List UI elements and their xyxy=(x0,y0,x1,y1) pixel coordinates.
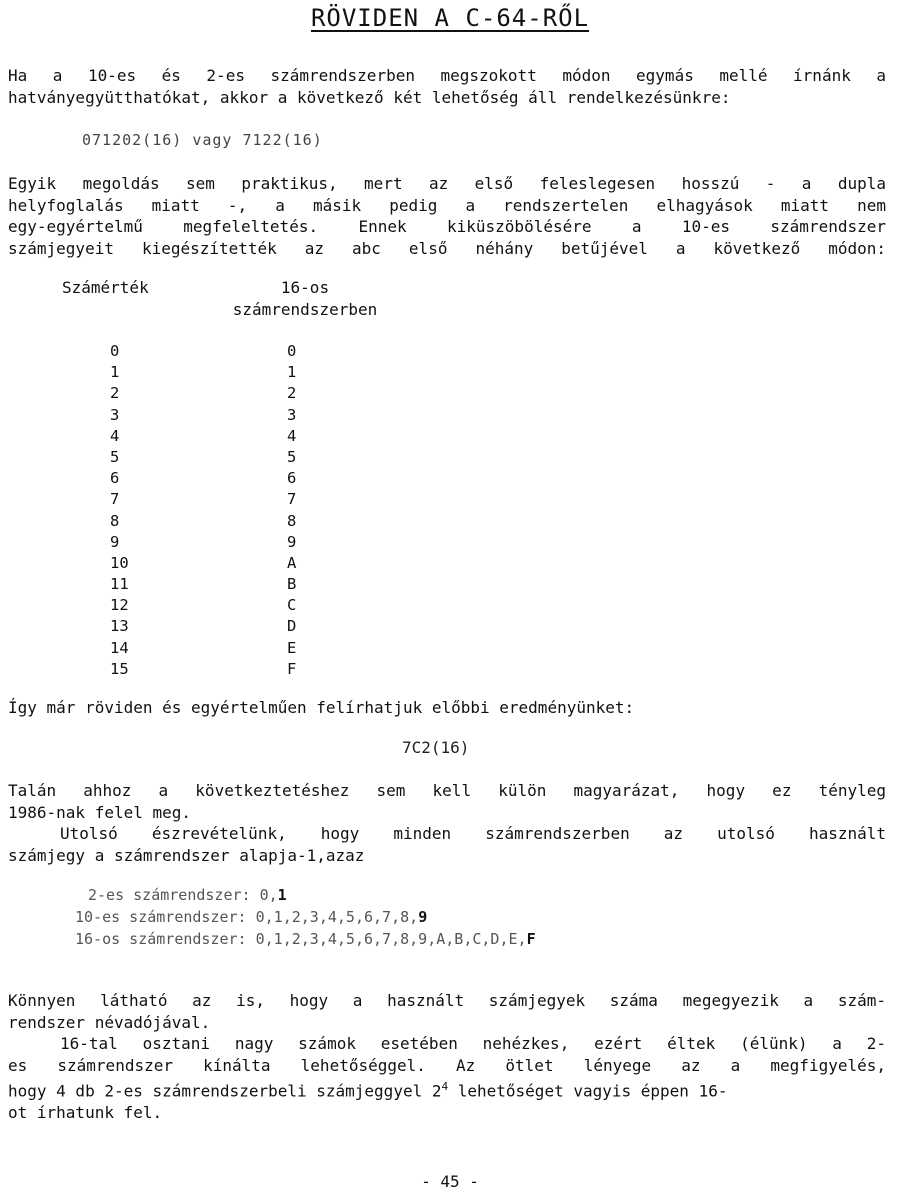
para5-line-4: es számrendszer kínálta lehetőséggel. Az ötlet lényege az a megfigyelés, xyxy=(8,1055,886,1075)
para2-line-2: helyfoglalás miatt -, a másik pedig a rendszertelen elhagyások miatt nem xyxy=(8,195,886,215)
exponent-4: 4 xyxy=(441,1080,449,1093)
hex-result: 7C2(16) xyxy=(402,738,470,757)
decimal-value-cell: 12 xyxy=(110,596,129,615)
para5-line-5a: hogy 4 db 2-es számrendszerbeli számjeggyel 2 xyxy=(8,1081,442,1101)
decimal-value-cell: 0 xyxy=(110,342,120,360)
para5-line-2: rendszer névadójával. xyxy=(8,1012,211,1032)
digits-row-base2-label: 2-es számrendszer: xyxy=(88,886,251,904)
hex-value-cell: 4 xyxy=(287,426,297,445)
hex-notation-options: 071202(16) vagy 7122(16) xyxy=(82,131,323,149)
decimal-value-cell: 14 xyxy=(110,638,129,657)
page-title: RÖVIDEN A C-64-RŐL xyxy=(310,4,590,32)
decimal-value-cell: 1 xyxy=(110,363,120,382)
hex-value-cell: 3 xyxy=(287,405,297,424)
para2-line-4: számjegyeit kiegészítették az abc első néhány betűjével a következő módon: xyxy=(8,238,886,258)
intro-line-2: hatványegyütthatókat, akkor a következő két lehetőség áll rendelkezésünkre: xyxy=(8,87,731,107)
decimal-value-cell: 4 xyxy=(110,426,120,445)
fourth-paragraph xyxy=(8,780,886,866)
hex-value-cell: 8 xyxy=(287,511,297,530)
digits-row-base2 xyxy=(88,885,287,906)
hex-value-cell: 2 xyxy=(287,384,297,403)
digits-row-base16 xyxy=(75,929,536,950)
hex-value-cell: D xyxy=(287,617,297,636)
fifth-paragraph xyxy=(8,990,886,1123)
table-header-value: Számérték xyxy=(62,278,149,297)
decimal-value-cell: 3 xyxy=(110,405,120,424)
hex-value-cell: 5 xyxy=(287,447,297,466)
decimal-value-cell: 13 xyxy=(110,617,129,636)
hex-value-cell: 1 xyxy=(287,363,297,382)
intro-line-1: Ha a 10-es és 2-es számrendszerben megszokott módon egymás mellé írnánk a xyxy=(8,66,886,85)
decimal-value-cell: 15 xyxy=(110,659,129,678)
hex-value-cell: F xyxy=(287,659,297,678)
para5-line-5b: lehetőséget vagyis éppen 16- xyxy=(448,1081,728,1101)
decimal-values-column xyxy=(110,341,129,680)
decimal-value-cell: 2 xyxy=(110,384,120,403)
digits-row-base10-values: 0,1,2,3,4,5,6,7,8, xyxy=(255,908,419,926)
hex-value-cell: 0 xyxy=(287,342,297,360)
hex-value-cell: B xyxy=(287,575,297,594)
para5-line-6: ot írhatunk fel. xyxy=(8,1102,163,1122)
decimal-value-cell: 6 xyxy=(110,469,120,488)
decimal-value-cell: 8 xyxy=(110,511,120,530)
digits-row-base2-last: 1 xyxy=(277,886,287,904)
hex-value-cell: 6 xyxy=(287,469,297,488)
third-paragraph xyxy=(8,697,886,719)
digits-row-base10-last: 9 xyxy=(418,908,428,926)
decimal-value-cell: 9 xyxy=(110,532,120,551)
digits-row-base2-values: 0, xyxy=(259,886,278,904)
table-header-hex-line-2: számrendszerben xyxy=(232,300,378,319)
decimal-value-cell: 10 xyxy=(110,553,129,572)
para5-line-1: Könnyen látható az is, hogy a használt számjegyek száma megegyezik a szám- xyxy=(8,991,886,1010)
hex-value-cell: 9 xyxy=(287,532,297,551)
decimal-value-cell: 7 xyxy=(110,490,120,509)
para5-line-5 xyxy=(8,1076,886,1102)
para4-line-1: Talán ahhoz a következtetéshez sem kell külön magyarázat, hogy ez tényleg xyxy=(8,781,886,800)
digits-row-base16-label: 16-os számrendszer: xyxy=(75,930,247,948)
para4-line-2: 1986-nak felel meg. xyxy=(8,802,192,822)
para5-line-3: 16-tal osztani nagy számok esetében nehézkes, ezért éltek (élünk) a 2- xyxy=(60,1034,886,1053)
hex-value-cell: 7 xyxy=(287,490,297,509)
para2-line-3: egy-egyértelmű megfeleltetés. Ennek kiküszöbölésére a 10-es számrendszer xyxy=(8,217,886,236)
second-paragraph xyxy=(8,173,886,259)
digits-row-base16-values: 0,1,2,3,4,5,6,7,8,9,A,B,C,D,E, xyxy=(255,930,527,948)
table-header-hex xyxy=(215,277,395,321)
digits-row-base10-label: 10-es számrendszer: xyxy=(75,908,247,926)
table-header-hex-line-1: 16-os xyxy=(280,278,330,297)
hex-values-column xyxy=(287,341,296,680)
para4-line-3: Utolsó észrevételünk, hogy minden számrendszerben az utolsó használt xyxy=(60,824,886,843)
digits-row-base10 xyxy=(75,907,427,928)
para2-line-1: Egyik megoldás sem praktikus, mert az első feleslegesen hosszú - a dupla xyxy=(8,174,886,193)
intro-paragraph xyxy=(8,65,886,108)
para4-line-4: számjegy a számrendszer alapja-1,azaz xyxy=(8,845,365,865)
hex-value-cell: A xyxy=(287,553,297,572)
decimal-value-cell: 11 xyxy=(110,575,129,594)
decimal-value-cell: 5 xyxy=(110,447,120,466)
hex-value-cell: E xyxy=(287,638,297,657)
para3-line: Így már röviden és egyértelműen felírhatjuk előbbi eredményünket: xyxy=(8,698,635,717)
digits-row-base16-last: F xyxy=(526,930,536,948)
hex-value-cell: C xyxy=(287,596,297,615)
page-number: - 45 - xyxy=(421,1172,479,1191)
